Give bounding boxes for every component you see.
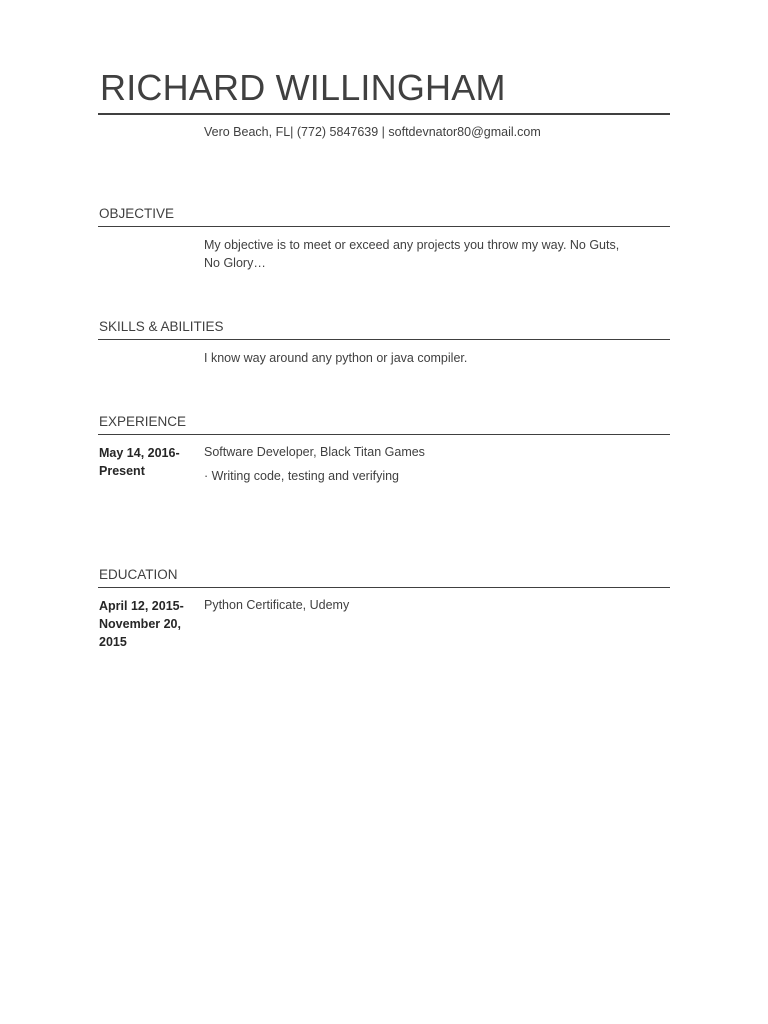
- objective-heading: OBJECTIVE: [99, 206, 175, 221]
- experience-heading: EXPERIENCE: [99, 414, 187, 429]
- experience-role: Software Developer, Black Titan Games: [204, 445, 425, 459]
- resume-name: RICHARD WILLINGHAM: [100, 67, 506, 108]
- experience-date: May 14, 2016-Present: [99, 446, 180, 478]
- skills-heading: SKILLS & ABILITIES: [99, 319, 224, 334]
- experience-divider: [98, 434, 670, 435]
- objective-divider: [98, 226, 670, 227]
- education-credential: Python Certificate, Udemy: [204, 598, 350, 612]
- skills-text: I know way around any python or java compiler.: [204, 351, 468, 365]
- education-date: April 12, 2015-November 20, 2015: [99, 599, 184, 649]
- skills-divider: [98, 339, 670, 340]
- experience-bullet: · Writing code, testing and verifying: [204, 469, 400, 483]
- name-divider: [98, 113, 670, 115]
- objective-text: My objective is to meet or exceed any projects you throw my way. No Guts, No Glory…: [204, 238, 620, 270]
- education-heading: EDUCATION: [99, 567, 178, 582]
- contact-info: Vero Beach, FL| (772) 5847639 | softdevnator80@gmail.com: [204, 125, 541, 139]
- education-divider: [98, 587, 670, 588]
